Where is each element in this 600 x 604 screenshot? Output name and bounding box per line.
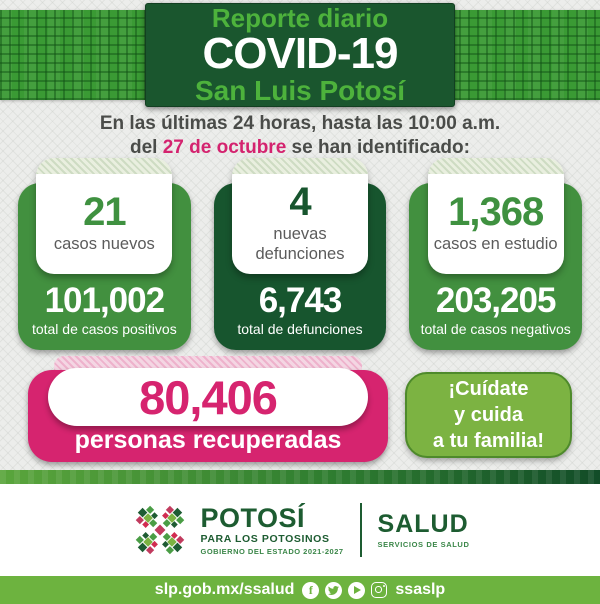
- card-tab-pattern: [36, 158, 172, 174]
- recovered-value-pill: [48, 368, 368, 426]
- stat-new-value: 21: [83, 189, 126, 234]
- report-region: San Luis Potosí: [194, 74, 406, 106]
- recovered-label: personas recuperadas: [74, 426, 342, 454]
- facebook-icon[interactable]: f: [302, 582, 319, 599]
- stat-total-label: total de casos positivos: [31, 321, 177, 337]
- social-handle[interactable]: ssaslp: [395, 581, 446, 598]
- potosi-logo-block: [200, 502, 344, 556]
- stat-card-defunciones: [214, 158, 387, 350]
- recovered-card: [28, 356, 388, 462]
- advice-line3: a tu familia!: [432, 430, 545, 452]
- intro-line1: En las últimas 24 horas, hasta las 10:00 a.m.: [99, 113, 501, 134]
- stat-new-card: [36, 158, 172, 274]
- stat-card-positivos: [18, 158, 191, 350]
- stat-new-label: nuevas defunciones: [255, 224, 345, 263]
- recovered-row: [28, 356, 572, 462]
- youtube-icon[interactable]: [348, 582, 365, 599]
- stat-total-value: 101,002: [44, 281, 165, 321]
- footer: [0, 484, 600, 576]
- stat-new-value: 4: [289, 179, 311, 224]
- card-tab-pattern: [428, 158, 564, 174]
- stat-total: [18, 283, 191, 337]
- salud-tagline: SERVICIOS DE SALUD: [377, 539, 470, 549]
- stat-new-card: [232, 158, 368, 274]
- stat-total-label: total de defunciones: [237, 321, 363, 337]
- report-title: COVID-19: [202, 28, 398, 78]
- salud-logo-block: [377, 509, 470, 549]
- stat-total-label: total de casos negativos: [420, 321, 571, 337]
- site-url[interactable]: slp.gob.mx/ssalud: [154, 581, 295, 598]
- potosi-wordmark: POTOSÍ: [200, 502, 306, 533]
- stat-new-label: casos en estudio: [433, 234, 558, 253]
- potosi-caption: GOBIERNO DEL ESTADO 2021-2027: [200, 547, 344, 556]
- card-tab-pattern: [232, 158, 368, 174]
- advice-line2: y cuida: [454, 404, 523, 426]
- stat-new-value: 1,368: [448, 189, 544, 234]
- stat-total: [409, 283, 582, 337]
- intro-text: [0, 112, 600, 160]
- stat-total-value: 203,205: [435, 281, 556, 321]
- stat-new-card: [428, 158, 564, 274]
- stat-new-label: casos nuevos: [53, 234, 155, 253]
- twitter-icon[interactable]: [325, 582, 342, 599]
- bottom-bar: [0, 576, 600, 604]
- potosi-tagline: PARA LOS POTOSINOS: [200, 532, 330, 545]
- title-box: [145, 3, 455, 107]
- divider-band: [0, 470, 600, 484]
- advice-card: [405, 372, 572, 458]
- report-kicker: Reporte diario: [211, 2, 389, 33]
- logo-divider: [360, 503, 362, 557]
- advice-line1: ¡Cuídate: [448, 378, 529, 400]
- intro-line2: del 27 de octubre se han identificado:: [130, 136, 470, 158]
- potosi-emblem-icon: [131, 501, 189, 559]
- stat-total-value: 6,743: [258, 281, 342, 321]
- instagram-icon[interactable]: [371, 582, 387, 598]
- stat-card-negativos: [409, 158, 582, 350]
- stats-row: [18, 158, 582, 350]
- intro-date: 27 de octubre: [162, 136, 287, 158]
- recovered-value: 80,406: [139, 370, 277, 424]
- social-icons: [302, 582, 387, 599]
- salud-wordmark: SALUD: [377, 509, 469, 538]
- stat-total: [214, 283, 387, 337]
